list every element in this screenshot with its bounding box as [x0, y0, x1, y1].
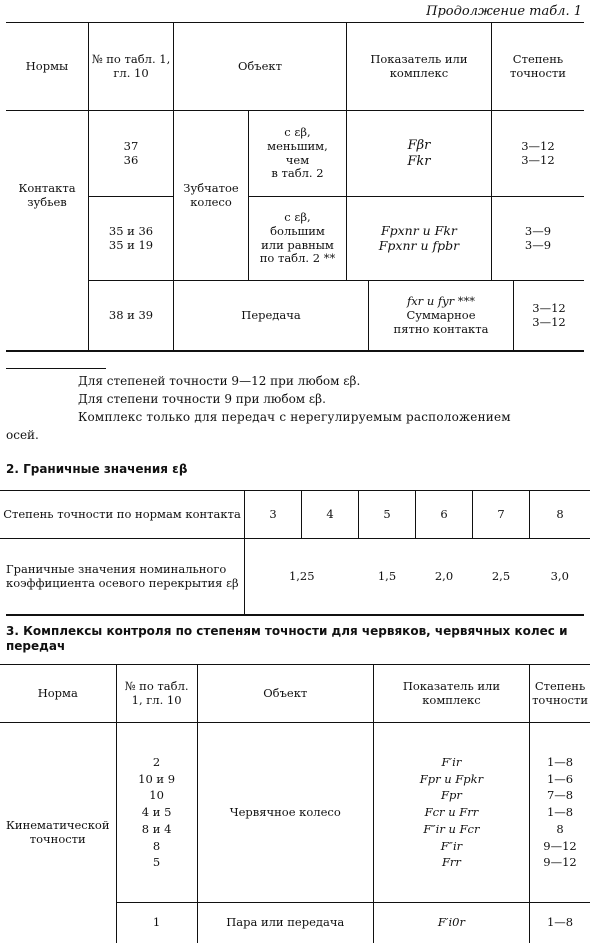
table-1-row3: [6, 280, 584, 351]
t2-degree-8: 8: [530, 491, 590, 539]
t1-header-num: № по табл. 1, гл. 10: [89, 23, 174, 111]
t2-title: 2. Граничные значения εβ: [6, 462, 188, 476]
t2-value-5: 3,0: [530, 539, 590, 615]
t1-ind-row2: Fpxnr и Fkr Fpxnr и fpbr: [346, 197, 491, 281]
footnote-1: Для степеней точности 9—12 при любом εβ.: [78, 374, 361, 388]
t3-header-indicator: Показатель или комплекс: [373, 665, 529, 723]
t2-degree-4: 4: [302, 491, 359, 539]
t2-value-4: 2,5: [473, 539, 530, 615]
t2-value-1: 1,25: [245, 539, 359, 615]
t3-last-num: 1: [116, 903, 197, 943]
t1-header-indicator: Показатель или комплекс: [346, 23, 491, 111]
t2-degree-3: 3: [245, 491, 302, 539]
t1-nums-row3: 38 и 39: [89, 281, 174, 351]
footnote-2: Для степени точности 9 при любом εβ.: [78, 392, 326, 406]
t1-header-object: Объект: [174, 23, 347, 111]
t3-header-norm: Норма: [0, 665, 116, 723]
t2-value-3: 2,0: [416, 539, 473, 615]
t1-deg-row3: 3—12 3—12: [514, 281, 585, 351]
t3-degrees: 1—8 1—6 7—8 1—8 8 9—12 9—12: [530, 723, 590, 903]
table-2: [0, 490, 590, 615]
table-3: [0, 664, 590, 943]
t1-object-gear: Зубчатое колесо: [174, 111, 249, 281]
t1-bottom-rule: [6, 350, 584, 352]
t3-object-wheel: Червячное колесо: [197, 723, 373, 903]
t1-norm-contact: Контакта зубьев: [6, 111, 89, 281]
t1-ind-row3: fxr и fyr *** Суммарное пятно контакта: [369, 281, 514, 351]
t2-value-2: 1,5: [359, 539, 416, 615]
t2-row2-label: Граничные значения номинального коэффициента осевого перекрытия εβ: [0, 539, 245, 615]
continuation-label: Продолжение табл. 1: [426, 4, 582, 19]
footnote-3: Комплекс только для передач с нерегулируемым расположением: [78, 410, 511, 424]
t3-header-degree: Степень точности: [530, 665, 590, 723]
t2-bottom-rule: [6, 614, 584, 616]
t2-degree-7: 7: [473, 491, 530, 539]
t3-indicators: F′ir Fpr и Fpkr Fpr Fcr и Frr F″ir и Fcr F″ir Frr: [373, 723, 529, 903]
t2-degree-5: 5: [359, 491, 416, 539]
t3-norm-kinematic: Кинематической точности: [0, 723, 116, 943]
t1-object-transmission: Передача: [174, 281, 369, 351]
t1-cond-row2: с εβ, большим или равным по табл. 2 **: [249, 197, 347, 281]
t3-last-degree: 1—8: [530, 903, 590, 943]
footnote-rule: [6, 368, 106, 369]
t1-norm-cont: [6, 281, 89, 351]
t1-header-degree: Степень точности: [491, 23, 584, 111]
t1-deg-row1: 3—12 3—12: [491, 111, 584, 197]
t1-nums-row1: 37 36: [89, 111, 174, 197]
t3-header-object: Объект: [197, 665, 373, 723]
t1-header-norms: Нормы: [6, 23, 89, 111]
t2-degree-6: 6: [416, 491, 473, 539]
t3-nums: 2 10 и 9 10 4 и 5 8 и 4 8 5: [116, 723, 197, 903]
t3-last-indicator: F′i0r: [373, 903, 529, 943]
table-1: [6, 22, 584, 281]
t1-cond-row1: с εβ, меньшим, чем в табл. 2: [249, 111, 347, 197]
footnote-3-cont: осей.: [6, 428, 39, 442]
t3-header-num: № по табл. 1, гл. 10: [116, 665, 197, 723]
t1-nums-row2: 35 и 36 35 и 19: [89, 197, 174, 281]
t3-last-object: Пара или передача: [197, 903, 373, 943]
t2-row1-label: Степень точности по нормам контакта: [0, 491, 245, 539]
t1-deg-row2: 3—9 3—9: [491, 197, 584, 281]
t3-title: 3. Комплексы контроля по степеням точности для червяков, червячных колес и передач: [6, 624, 568, 653]
t1-ind-row1: Fβr Fkr: [346, 111, 491, 197]
